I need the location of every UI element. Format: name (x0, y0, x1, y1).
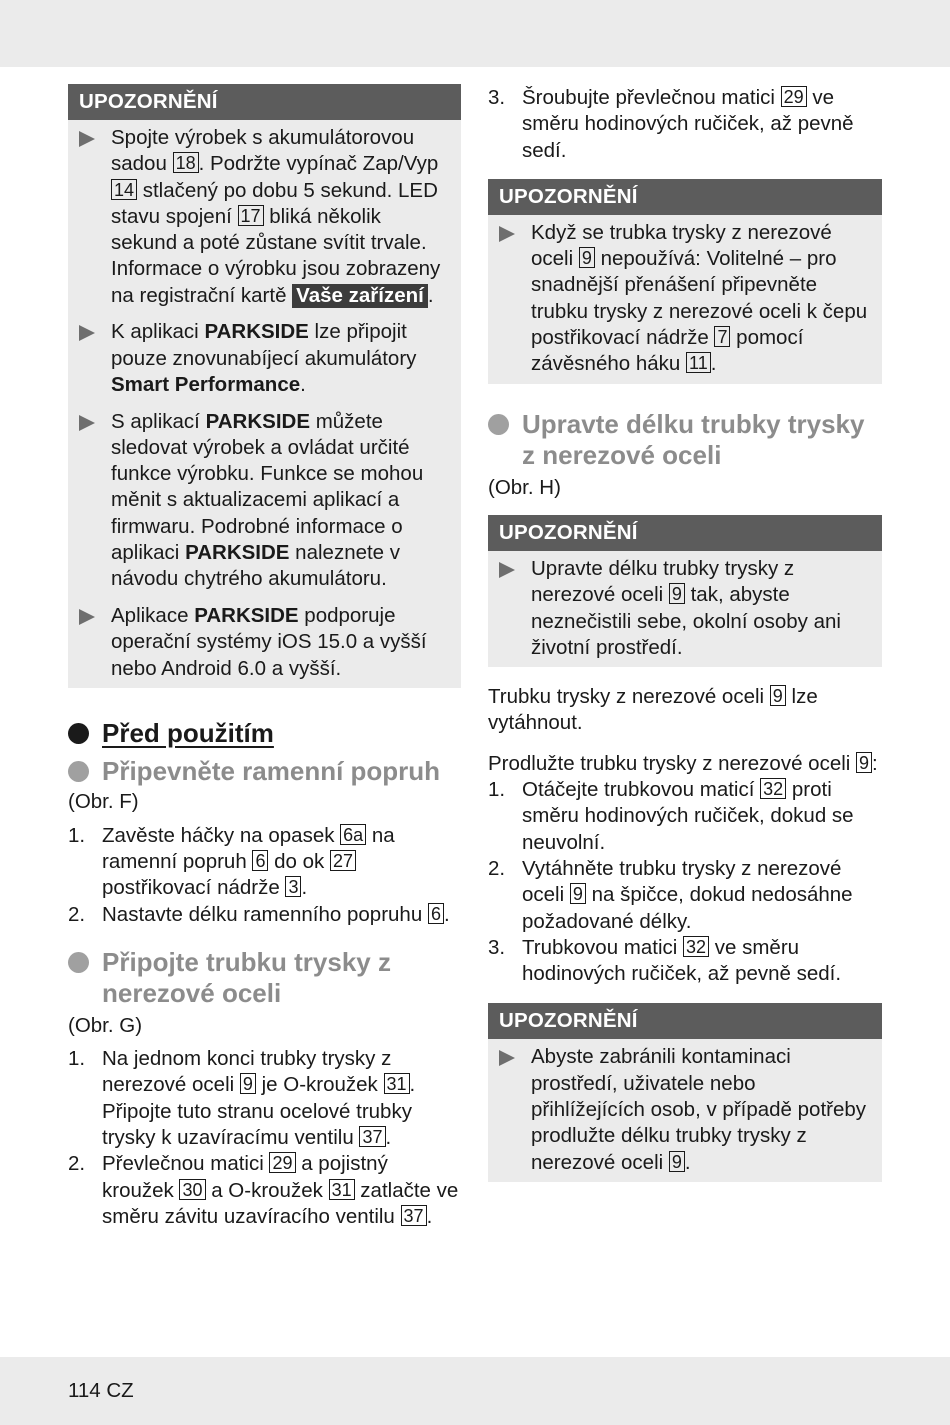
part-ref: 7 (714, 326, 730, 347)
steps-list (488, 777, 882, 987)
triangle-bullet-icon (78, 603, 111, 682)
figure-ref: (Obr. H) (488, 475, 561, 499)
list-item: 1. Zavěste háčky na opasek 6a na ramenní popruh 6 do ok 27 postřikovací nádrže 3 . (68, 823, 395, 900)
part-ref: 14 (111, 179, 137, 200)
triangle-bullet-icon (78, 409, 111, 593)
list-item: 2. Vytáhněte trubku trysky z nerezové oceli 9 na špičce, dokud nedosáhne požadované délky. (488, 856, 853, 933)
part-ref: 29 (269, 1152, 295, 1173)
part-ref: 9 (579, 247, 595, 268)
part-ref: 31 (384, 1073, 410, 1094)
bottom-band (0, 1357, 950, 1425)
subsection-heading: Upravte délku trubky trysky z nerezové oceli (488, 409, 882, 472)
triangle-bullet-icon (78, 125, 111, 309)
part-ref: 32 (760, 778, 786, 799)
part-ref: 37 (401, 1205, 427, 1226)
part-ref: 9 (570, 883, 586, 904)
figure-ref: (Obr. F) (68, 790, 139, 814)
note-box (488, 179, 882, 384)
note-heading: UPOZORNĚNÍ (488, 515, 882, 551)
list-item: 2. Nastavte délku ramenního popruhu 6 . (68, 902, 450, 926)
part-ref: 37 (359, 1126, 385, 1147)
grey-circle-icon (68, 761, 89, 782)
part-ref: 6 (428, 903, 444, 924)
part-ref: 9 (770, 685, 786, 706)
part-ref: 9 (856, 752, 872, 773)
part-ref: 6a (340, 824, 366, 845)
note-box (488, 1003, 882, 1181)
subsection-heading: Připojte trubku trysky z nerezové oceli (68, 947, 461, 1010)
note-heading: UPOZORNĚNÍ (68, 84, 461, 120)
note-bullet: Spojte výrobek s akumulátorovou sadou 18 . Podržte vypínač Zap/Vyp 14 stlačený po dobu 5 sekund. LED stavu spojení 17 bliká několik sekund a poté zůstane svítit trvale. Informace o výrobku jsou zobrazeny na registrační kartě Vaše zařízení . (78, 125, 451, 309)
registration-card-label: Vaše zařízení (292, 284, 428, 308)
part-ref: 11 (686, 352, 711, 373)
subsection-heading: Připevněte ramenní popruh (68, 756, 461, 788)
right-column (488, 85, 882, 1182)
note-bullet: Když se trubka trysky z nerezové oceli 9 nepoužívá: Volitelné – pro snadnější přenášení připevněte trubku trysky z nerezové oceli k čepu postřikovací nádrže 7 pomocí závěsného háku 11 . (498, 220, 872, 378)
grey-circle-icon (68, 952, 89, 973)
note-heading: UPOZORNĚNÍ (488, 179, 882, 215)
part-ref: 9 (669, 1151, 685, 1172)
section-heading: Před použitím (68, 718, 461, 749)
filled-circle-icon (68, 723, 89, 744)
part-ref: 6 (252, 850, 268, 871)
steps-list (68, 1046, 461, 1230)
triangle-bullet-icon (498, 220, 531, 378)
triangle-bullet-icon (498, 1044, 531, 1175)
note-bullet: Aplikace PARKSIDE podporuje operační systémy iOS 15.0 a vyšší nebo Android 6.0 a vyšší. (78, 603, 451, 682)
list-item: 1. Na jednom konci trubky trysky z nerezové oceli 9 je O-kroužek 31 . Připojte tuto stranu ocelové trubky trysky k uzavíracímu ventilu 37 . (68, 1047, 416, 1149)
note-bullet: Upravte délku trubky trysky z nerezové oceli 9 tak, abyste neznečistili sebe, okolní osoby ani životní prostředí. (498, 556, 872, 661)
list-item: 3. Šroubujte převlečnou matici 29 ve směru hodinových ručiček, až pevně sedí. (488, 86, 854, 162)
figure-ref: (Obr. G) (68, 1013, 143, 1037)
note-box (488, 515, 882, 667)
note-bullet: Abyste zabránili kontaminaci prostředí, uživatele nebo přihlížejících osob, v případě potřeby prodlužte délku trubky trysky z nerezové oceli 9 . (498, 1044, 872, 1175)
steps-list (68, 823, 461, 928)
triangle-bullet-icon (78, 319, 111, 398)
note-box (68, 84, 461, 688)
part-ref: 30 (179, 1179, 205, 1200)
part-ref: 9 (669, 583, 685, 604)
part-ref: 9 (240, 1073, 256, 1094)
paragraph: Prodlužte trubku trysky z nerezové oceli 9 : (488, 751, 878, 775)
top-band (0, 0, 950, 67)
note-heading: UPOZORNĚNÍ (488, 1003, 882, 1039)
part-ref: 29 (781, 86, 807, 107)
part-ref: 18 (173, 152, 199, 173)
list-item: 2. Převlečnou matici 29 a pojistný kroužek 30 a O-kroužek 31 zatlačte ve směru závitu uzavíracího ventilu 37 . (68, 1152, 459, 1228)
part-ref: 3 (285, 876, 301, 897)
part-ref: 27 (330, 850, 356, 871)
grey-circle-icon (488, 414, 509, 435)
paragraph: Trubku trysky z nerezové oceli 9 lze vytáhnout. (488, 685, 818, 735)
part-ref: 31 (329, 1179, 355, 1200)
triangle-bullet-icon (498, 556, 531, 661)
left-column (68, 84, 461, 1230)
list-item: 3. Trubkovou matici 32 ve směru hodinových ručiček, až pevně sedí. (488, 935, 842, 986)
part-ref: 17 (238, 205, 264, 226)
note-bullet: S aplikací PARKSIDE můžete sledovat výrobek a ovládat určité funkce výrobku. Funkce se mohou měnit s aktualizacemi aplikací a firmwaru. Podrobné informace o aplikaci PARKSIDE naleznete v návodu chytrého akumulátoru. (78, 409, 451, 593)
list-item: 1. Otáčejte trubkovou maticí 32 proti směru hodinových ručiček, dokud se neuvolní. (488, 778, 854, 854)
part-ref: 32 (683, 936, 709, 957)
page-number: 114 CZ (68, 1379, 134, 1402)
note-bullet: K aplikaci PARKSIDE lze připojit pouze znovunabíjecí akumulátory Smart Performance. (78, 319, 451, 398)
